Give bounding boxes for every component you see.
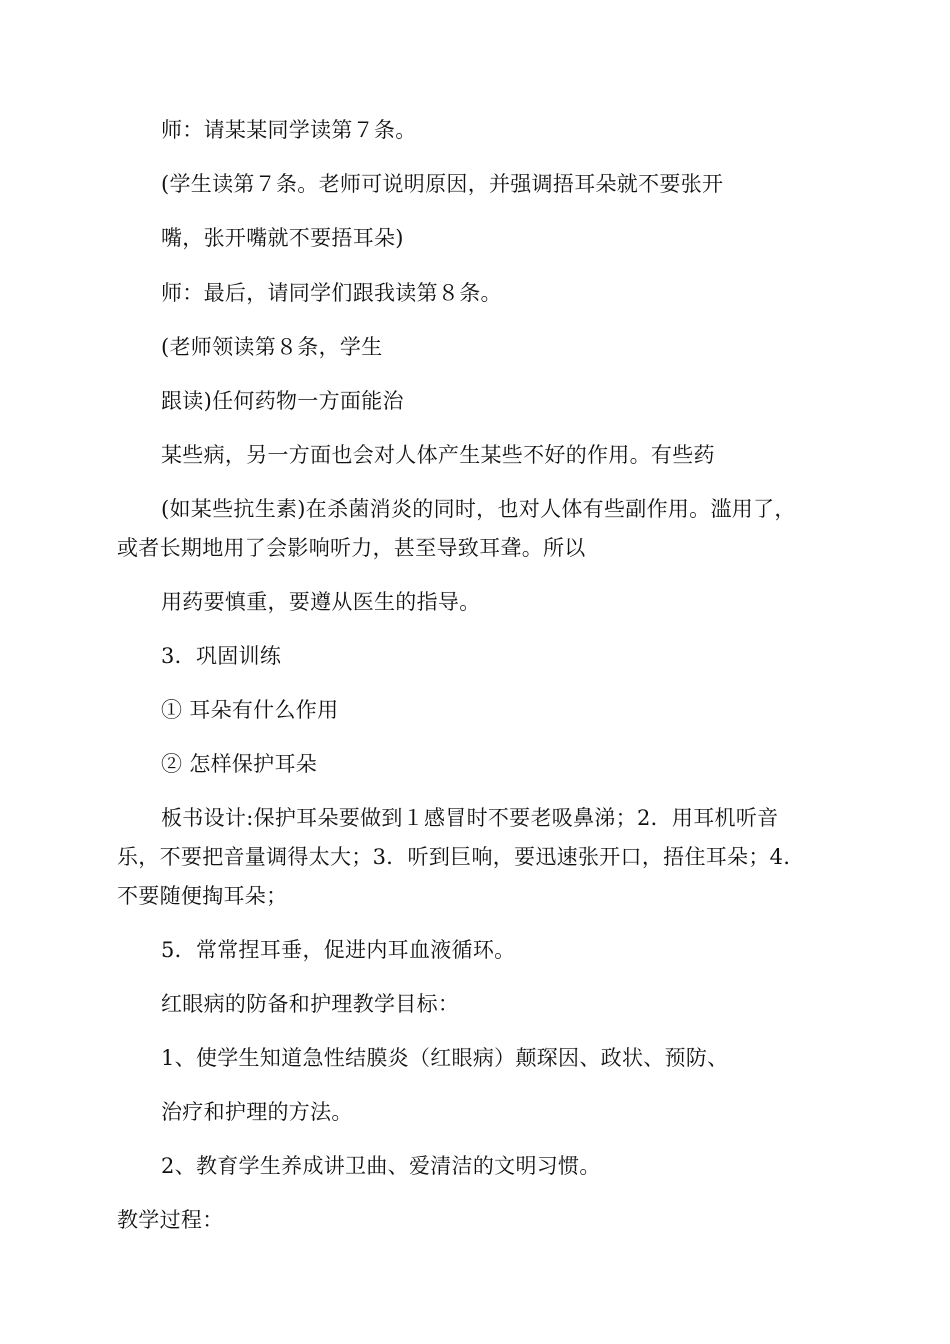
paragraph-line: 用药要慎重，要遵从医生的指导。 [161,590,481,614]
paragraph-line: (老师领读第８条，学生 [161,335,383,359]
paragraph-line: 1、使学生知道急性结膜炎（红眼病）颠琛因、政状、预防、 [161,1046,729,1070]
paragraph-line: 乐，不要把音量调得太大；3．听到巨响，要迅速张开口，捂住耳朵；4． [117,845,805,869]
section-heading: 红眼病的防备和护理教学目标： [161,992,460,1016]
paragraph-line: 治疗和护理的方法。 [161,1100,353,1124]
list-item: ② 怎样保护耳朵 [161,752,318,776]
section-heading: 教学过程： [117,1208,224,1232]
paragraph-line: 5．常常捏耳垂，促进内耳血液循环。 [161,938,516,962]
paragraph-line: 2、教育学生养成讲卫曲、爱清洁的文明习惯。 [161,1154,601,1178]
paragraph-line: 或者长期地用了会影响听力，甚至导致耳聋。所以 [117,536,586,560]
paragraph-line: (如某些抗生素)在杀菌消炎的同时，也对人体有些副作用。滥用了， [161,497,796,521]
paragraph-line: 师：请某某同学读第７条。 [161,118,417,142]
paragraph-line: 师：最后，请同学们跟我读第８条。 [161,281,502,305]
list-item: ① 耳朵有什么作用 [161,698,339,722]
paragraph-line: 嘴，张开嘴就不要捂耳朵) [161,226,404,250]
paragraph-line: 某些病，另一方面也会对人体产生某些不好的作用。有些药 [161,443,715,467]
paragraph-line: 不要随便掏耳朵； [117,884,288,908]
section-heading: 3．巩固训练 [161,644,282,668]
paragraph-line: 板书设计:保护耳朵要做到１感冒时不要老吸鼻涕；2．用耳机听音 [161,806,779,830]
paragraph-line: 跟读)任何药物一方面能治 [161,389,404,413]
paragraph-line: (学生读第７条。老师可说明原因，并强调捂耳朵就不要张开 [161,172,724,196]
